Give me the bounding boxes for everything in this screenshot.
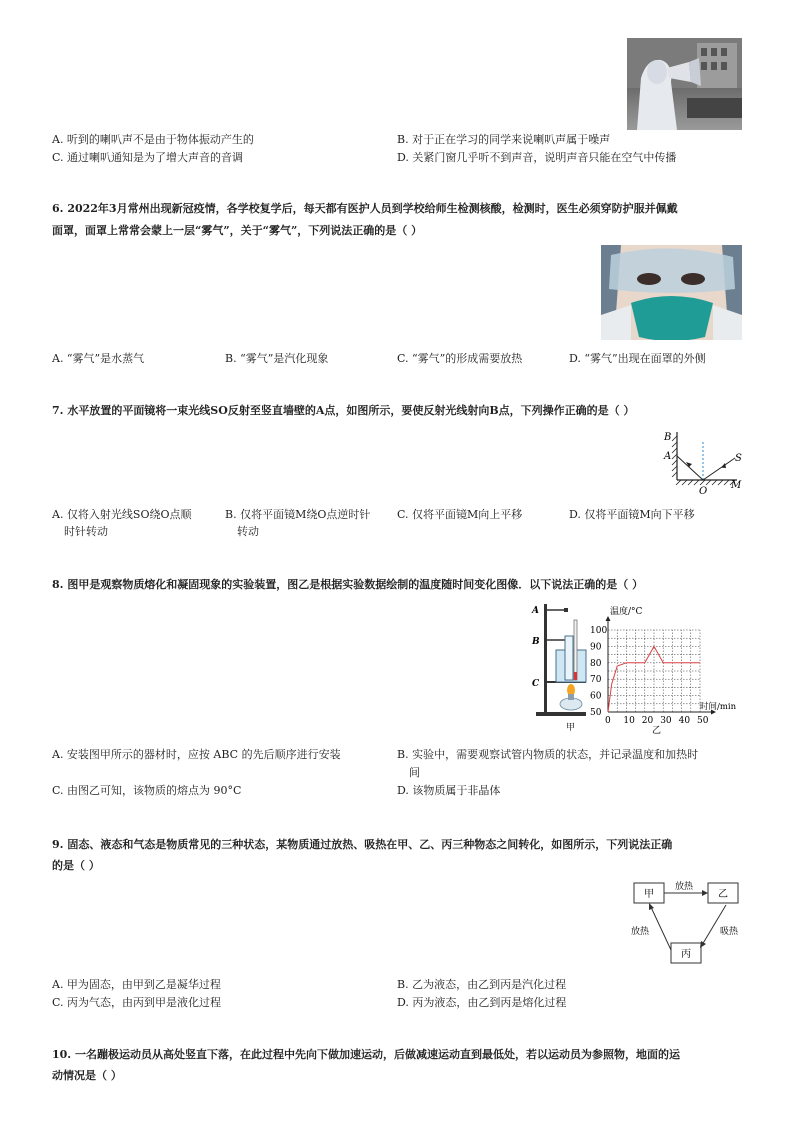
q7-option-a-line2: 时针转动: [64, 525, 108, 538]
q7-label-m: M: [731, 480, 742, 491]
q6-stem-line1: 6. 2022年3月常州出现新冠疫情，各学校复学后，每天都有医护人员到学校给师生检测核酸，检测时，医生必须穿防护服并佩戴: [52, 202, 678, 215]
q6-stem-line2: 面罩，面罩上常常会蒙上一层“雾气”，关于“雾气”，下列说法正确的是（ ）: [52, 224, 423, 237]
q5-option-b: B. 对于正在学习的同学来说喇叭声属于噪声: [397, 133, 611, 146]
q7-option-d: D. 仅将平面镜M向下平移: [569, 508, 695, 521]
q9-left-arrow-label: 放热: [631, 927, 650, 937]
chart-ylabel: 温度/°C: [610, 607, 643, 617]
q6-option-d: D. “雾气”出现在面罩的外侧: [569, 352, 706, 365]
chart-y-tick-label: 60: [590, 691, 602, 702]
chart-x-tick-label: 50: [697, 716, 709, 726]
q8-option-b-line2: 间: [409, 766, 420, 779]
q8-option-c: C. 由图乙可知，该物质的熔点为 90°C: [52, 784, 242, 797]
q5-option-d: D. 关紧门窗几乎听不到声音，说明声音只能在空气中传播: [397, 151, 677, 164]
q7-stem: 7. 水平放置的平面镜将一束光线SO反射至竖直墙壁的A点，如图所示，要使反射光线射向B点，下列操作正确的是（ ）: [52, 404, 635, 417]
q9-box-bing: 丙: [681, 949, 691, 960]
chart-x-tick-label: 30: [660, 716, 672, 726]
q7-label-o: O: [699, 486, 708, 497]
q8-apparatus-label-b: B: [532, 637, 540, 647]
q6-option-a: A. “雾气”是水蒸气: [52, 352, 145, 365]
q8-stem: 8. 图甲是观察物质熔化和凝固现象的实验装置，图乙是根据实验数据绘制的温度随时间变化图像．以下说法正确的是（ ）: [52, 578, 644, 591]
q9-option-a: A. 甲为固态，由甲到乙是凝华过程: [52, 978, 221, 991]
q7-label-s: S: [735, 453, 742, 464]
chart-x-tick-label: 10: [623, 716, 635, 726]
q9-top-arrow-label: 放热: [675, 882, 694, 892]
q8-apparatus-label-a: A: [532, 606, 539, 616]
q7-label-a: A: [664, 451, 672, 462]
q7-option-b-line1: B. 仅将平面镜M绕O点逆时针: [225, 508, 371, 521]
q9-stem-line1: 9. 固态、液态和气态是物质常见的三种状态，某物质通过放热、吸热在甲、乙、丙三种物态之间转化，如图所示，下列说法正确: [52, 838, 673, 851]
chart-y-tick-label: 70: [590, 675, 602, 686]
chart-y-tick-label: 90: [590, 642, 602, 653]
q8-option-b-line1: B. 实验中，需要观察试管内物质的状态，并记录温度和加热时: [397, 748, 699, 761]
q6-option-c: C. “雾气”的形成需要放热: [397, 352, 523, 365]
q8-apparatus-caption: 甲: [566, 723, 576, 733]
q7-mirror-diagram: [655, 428, 745, 498]
q10-stem-line2: 动情况是（ ）: [52, 1069, 122, 1082]
q7-option-c: C. 仅将平面镜M向上平移: [397, 508, 523, 521]
chart-x-tick-label: 20: [641, 716, 654, 726]
chart-y-tick-label: 50: [590, 708, 602, 718]
q5-option-c: C. 通过喇叭通知是为了增大声音的音调: [52, 151, 244, 164]
megaphone-photo: [627, 38, 742, 130]
q9-state-diagram: [628, 878, 743, 968]
q5-option-a: A. 听到的喇叭声不是由于物体振动产生的: [52, 133, 254, 146]
q8-option-a: A. 安装图甲所示的器材时，应按 ABC 的先后顺序进行安装: [52, 748, 341, 761]
chart-caption: 乙: [652, 726, 662, 736]
q9-box-yi: 乙: [718, 889, 728, 900]
q10-stem-line1: 10. 一名蹦极运动员从高处竖直下落，在此过程中先向下做加速运动，后做减速运动直到最低处，若以运动员为参照物，地面的运: [52, 1048, 680, 1061]
goggles-mask-photo: [601, 245, 742, 340]
q8-apparatus-label-c: C: [532, 679, 540, 689]
temperature-time-chart: [588, 600, 748, 738]
q9-right-arrow-label: 吸热: [720, 927, 739, 937]
q7-option-b-line2: 转动: [237, 525, 259, 538]
chart-x-tick-label: 40: [678, 716, 691, 726]
q7-label-b: B: [664, 432, 672, 443]
q9-option-c: C. 丙为气态，由丙到甲是液化过程: [52, 996, 222, 1009]
chart-xlabel: 时间/min: [700, 702, 737, 712]
chart-y-tick-label: 100: [590, 626, 608, 636]
q8-option-d: D. 该物质属于非晶体: [397, 784, 501, 797]
q6-option-b: B. “雾气”是汽化现象: [225, 352, 329, 365]
q9-stem-line2: 的是（ ）: [52, 859, 100, 872]
q9-box-jia: 甲: [644, 889, 654, 900]
q7-option-a-line1: A. 仅将入射光线SO绕O点顺: [52, 508, 192, 521]
q9-option-d: D. 丙为液态，由乙到丙是熔化过程: [397, 996, 567, 1009]
q9-option-b: B. 乙为液态，由乙到丙是汽化过程: [397, 978, 567, 991]
chart-x-tick-label: 0: [605, 716, 611, 726]
chart-y-tick-label: 80: [590, 658, 602, 669]
